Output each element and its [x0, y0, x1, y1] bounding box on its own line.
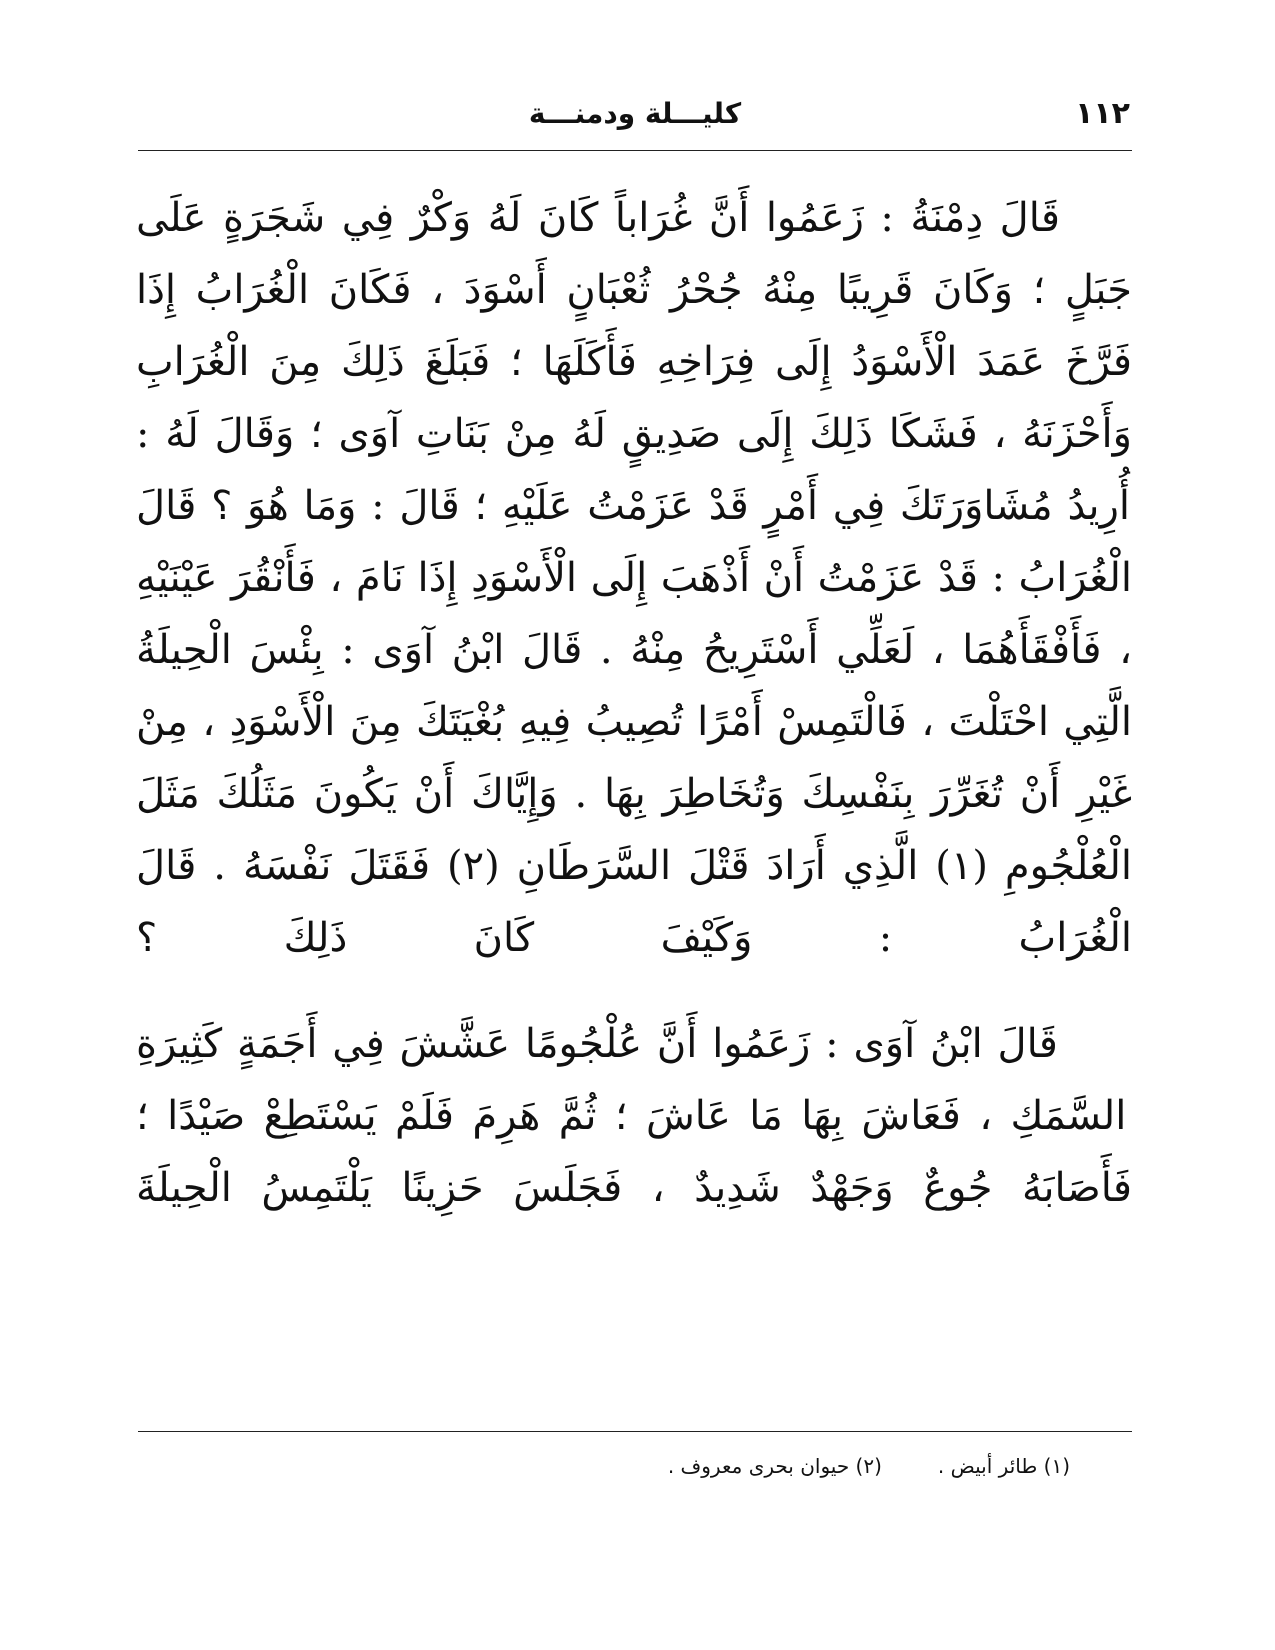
text-line: الْحِيلَةُ الَّتِي احْتَلْتَ ، فَالْتَمِسْ أَمْرًا تُصِيبُ فِيهِ بُغْيَتَكَ مِنَ [136, 627, 1132, 745]
text-line: قَالَ دِمْنَةُ : زَعَمُوا أَنَّ غُرَاباً كَانَ لَهُ وَكْرٌ فِي شَجَرَةٍ عَلَى جَبَلٍ ؛ [136, 195, 1133, 313]
text-line: الْغُرَابُ : قَدْ عَزَمْتُ أَنْ أَذْهَبَ إِلَى الْأَسْوَدِ إِذَا نَامَ ، فَأَنْقُرَ [217, 555, 1132, 601]
footnotes [140, 1448, 1070, 1484]
text-line: فَأَصَابَهُ جُوعٌ وَجَهْدٌ شَدِيدٌ ، فَجَلَسَ حَزِينًا يَلْتَمِسُ الْحِيلَةَ [136, 1165, 1132, 1211]
text-line: الْأَسْوَدُ إِلَى فِرَاخِهِ فَأَكَلَهَا ؛ فَبَلَغَ ذَلِكَ مِنَ الْغُرَابِ وَأَحْزَنَهُ ، [136, 339, 1132, 457]
text-line: قَالَ ابْنُ آوَى : زَعَمُوا أَنَّ عُلْجُومًا عَشَّشَ فِي أَجَمَةٍ كَثِيرَةِ [136, 1021, 1058, 1067]
footnote-divider [138, 1431, 1132, 1432]
text-line: السَّمَكِ ، فَعَاشَ بِهَا مَا عَاشَ ؛ ثُمَّ هَرِمَ فَلَمْ يَسْتَطِعْ صَيْدًا ؛ [136, 1093, 1127, 1139]
footnote-2: (٢) حيوان بحرى معروف . [667, 1454, 882, 1478]
text-line: الْأَسْوَدِ ، مِنْ غَيْرِ أَنْ تُغَرِّرَ بِنَفْسِكَ وَتُخَاطِرَ بِهَا . وَإِيَّاكَ أَنْ [136, 699, 1133, 817]
text-line: مُشَاوَرَتَكَ فِي أَمْرٍ قَدْ عَزَمْتُ عَلَيْهِ ؛ قَالَ : وَمَا هُوَ ؟ قَالَ [136, 483, 1053, 529]
header-divider [138, 150, 1132, 151]
page-number: ١١٢ [1075, 96, 1130, 131]
text-line: عَيْنَيْهِ ، فَأَفْقَأَهُمَا ، لَعَلِّي أَسْتَرِيحُ مِنْهُ . قَالَ ابْنُ آوَى : بِئْسَ [136, 555, 1132, 673]
text-line: وَكَانَ قَرِيبًا مِنْهُ جُحْرُ ثُعْبَانٍ أَسْوَدَ ، فَكَانَ الْغُرَابُ إِذَا فَرَّخَ عَمَدَ [136, 267, 1132, 385]
paragraph-2 [136, 1008, 1132, 1224]
running-title: كليـــلة ودمنـــة [528, 97, 742, 130]
paragraph-gap [136, 974, 1132, 1008]
body-text [136, 182, 1132, 1224]
footnote-1: (١) طائر أبيض . [937, 1454, 1070, 1478]
running-head [140, 92, 1130, 142]
text-line: فَشَكَا ذَلِكَ إِلَى صَدِيقٍ لَهُ مِنْ بَنَاتِ آوَى ؛ وَقَالَ لَهُ : أُرِيدُ [136, 411, 1130, 529]
paragraph-1 [136, 182, 1132, 974]
text-line: نَفْسَهُ . قَالَ الْغُرَابُ : وَكَيْفَ كَانَ ذَلِكَ ؟ [136, 843, 1132, 961]
text-line: يَكُونَ مَثَلُكَ مَثَلَ الْعُلْجُومِ (١) الَّذِي أَرَادَ قَتْلَ السَّرَطَانِ (٢) فَقَتَلَ [136, 771, 1132, 889]
